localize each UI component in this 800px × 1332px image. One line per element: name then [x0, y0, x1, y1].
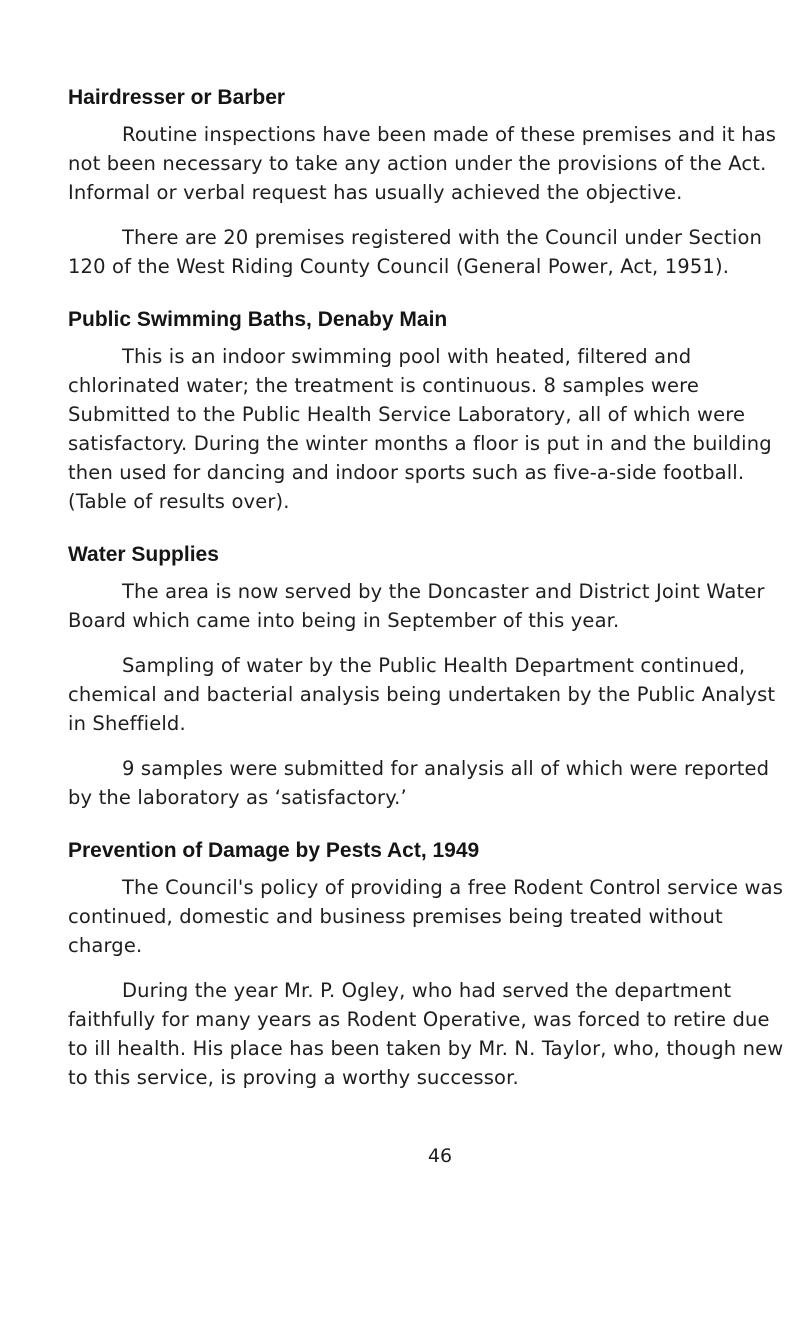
section-heading: Public Swimming Baths, Denaby Main [68, 308, 448, 331]
paragraph: Routine inspections have been made of these premises and it has not been necessary to take any action under the provisions of the Act. Informal or verbal request has usually achieved the objective. [68, 123, 777, 204]
section-hairdresser-barber [68, 84, 784, 281]
paragraph: 9 samples were submitted for analysis all of which were reported by the laboratory as ‘satisfactory.’ [68, 757, 770, 809]
section-swimming-baths [68, 306, 784, 516]
document-page [68, 84, 784, 1092]
section-heading: Hairdresser or Barber [68, 86, 286, 109]
paragraph: This is an indoor swimming pool with heated, filtered and chlorinated water; the treatment is continuous. 8 samples were Submitted to the Public Health Service Laboratory, all of which were satisfactory. During the winter months a floor is put in and the building then used for dancing and indoor sports such as five-a-side football. (Table of results over). [68, 345, 772, 513]
paragraph: Sampling of water by the Public Health Department continued, chemical and bacterial analysis being undertaken by the Public Analyst in Sheffield. [68, 654, 776, 735]
paragraph: There are 20 premises registered with the Council under Section 120 of the West Riding County Council (General Power, Act, 1951). [68, 226, 763, 278]
paragraph: The Council's policy of providing a free Rodent Control service was continued, domestic and business premises being treated without charge. [68, 876, 784, 957]
section-water-supplies [68, 541, 784, 812]
section-heading: Water Supplies [68, 543, 219, 566]
page-number: 46 [427, 1145, 453, 1167]
paragraph: The area is now served by the Doncaster and District Joint Water Board which came into being in September of this year. [68, 580, 765, 632]
section-heading: Prevention of Damage by Pests Act, 1949 [68, 839, 480, 862]
section-pests-act [68, 837, 784, 1092]
paragraph: During the year Mr. P. Ogley, who had served the department faithfully for many years as Rodent Operative, was forced to retire due to ill health. His place has been taken by Mr. N. Taylor, who, though new to this service, is proving a worthy successor. [68, 979, 784, 1089]
